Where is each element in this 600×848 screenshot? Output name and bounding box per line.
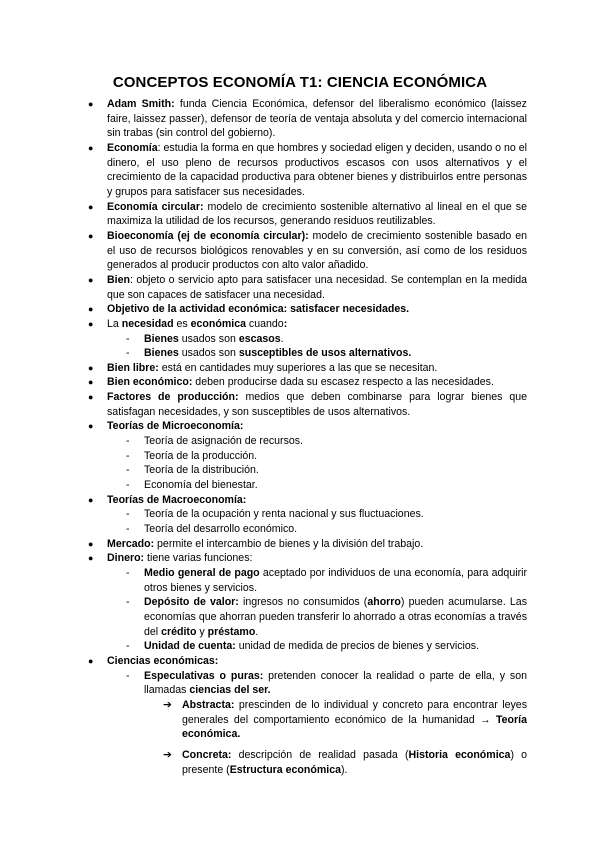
bullet-icon: ● [88, 201, 94, 212]
bullet-icon: ● [88, 318, 94, 329]
bullet-icon: ● [88, 142, 94, 153]
dash-icon: - [126, 567, 130, 579]
sub-item-macro-2: - Teoría del desarrollo económico. [126, 523, 298, 536]
dash-icon: - [126, 464, 130, 477]
sub-item-micro-1: - Teoría de asignación de recursos. [126, 435, 303, 448]
list-item-macroeconomia: ● Teorías de Macroeconomía: [88, 493, 247, 506]
bullet-icon: ● [88, 392, 94, 403]
dash-icon: - [126, 479, 130, 492]
sub-item-especulativas: - Especulativas o puras: pretenden conocer la realidad o parte de ella, y son llamadas ciencias del ser. [126, 669, 527, 697]
list-item-microeconomia: ● Teorías de Microeconomía: [88, 420, 244, 433]
bullet-icon: ● [88, 538, 94, 549]
dash-icon: - [126, 669, 130, 682]
dash-icon: - [126, 332, 130, 345]
sub-item-unidad-cuenta: - Unidad de cuenta: unidad de medida de precios de bienes y servicios. [126, 640, 480, 653]
sub-item-micro-4: - Economía del bienestar. [126, 479, 258, 492]
bullet-icon: ● [88, 377, 94, 388]
list-item-economia-circular: ● Economía circular: modelo de crecimiento sostenible alternativo al lineal en el que se maximiza la utilidad de los recursos, generando residuos reutilizables. [88, 200, 527, 228]
dash-icon: - [126, 523, 130, 536]
list-item-objetivo: ● Objetivo de la actividad económica: satisfacer necesidades. [88, 303, 410, 316]
bullet-icon: ● [88, 421, 94, 432]
bullet-icon: ● [88, 99, 94, 109]
dash-icon: - [126, 449, 130, 462]
list-item-dinero: ● Dinero: tiene varias funciones: [88, 552, 253, 565]
list-item-ciencias: ● Ciencias económicas: [88, 654, 219, 667]
list-item-bien-economico: ● Bien económico: deben producirse dada su escasez respecto a las necesidades. [88, 376, 494, 389]
list-item-economia: ● Economía: estudia la forma en que hombres y sociedad eligen y deciden, usando o no el dinero, el uso pleno de recursos productivos escasos con usos alternativos y el crecimiento de la capacidad productiva para obtener bienes y distribuirlos entre personas y grupos para satisfacer sus necesidades. [88, 141, 527, 198]
sub-item-macro-1: - Teoría de la ocupación y renta nacional y sus fluctuaciones. [126, 508, 424, 521]
dash-icon: - [126, 596, 130, 609]
bullet-icon: ● [88, 362, 94, 373]
sub-item-concreta: ➔ Concreta: descripción de realidad pasada (Historia económica) o presente (Estructura económica). [163, 748, 527, 776]
list-item-mercado: ● Mercado: permite el intercambio de bienes y la división del trabajo. [88, 537, 424, 550]
page-title: CONCEPTOS ECONOMÍA T1: CIENCIA ECONÓMICA [112, 74, 488, 91]
bullet-icon: ● [88, 655, 94, 666]
sub-item-micro-2: - Teoría de la producción. [126, 449, 258, 462]
bullet-icon: ● [88, 553, 94, 564]
concept-list [0, 97, 600, 777]
arrow-right-icon: ➔ [163, 748, 172, 761]
sub-item-micro-3: - Teoría de la distribución. [126, 464, 259, 477]
arrow-right-icon: ➔ [163, 698, 172, 711]
dash-icon: - [126, 347, 130, 360]
sub-item-medio-pago: - Medio general de pago aceptado por individuos de una economía, para adquirir otros bienes y servicios. [126, 567, 527, 594]
sub-item-bienes-alternativos: - Bienes usados son susceptibles de usos alternativos. [126, 347, 412, 360]
dash-icon: - [126, 435, 130, 448]
list-item-adam-smith: ● Adam Smith: funda Ciencia Económica, defensor del liberalismo económico (laissez faire, laissez passer), defensor de teoría de ventaja absoluta y del comercio internacional sin trabas (sin control del gobierno). [88, 98, 527, 140]
dash-icon: - [126, 508, 130, 521]
bullet-icon: ● [88, 494, 94, 505]
sub-item-deposito-valor: - Depósito de valor: ingresos no consumidos (ahorro) pueden acumularse. Las economías que ahorran pueden transferir lo ahorrado a otras economías a través del crédito y préstamo. [126, 596, 528, 638]
sub-item-abstracta: ➔ Abstracta: prescinden de lo individual y concreto para encontrar leyes generales del comportamiento económico de la humanidad → Teoría económica. [163, 698, 527, 741]
list-item-factores: ● Factores de producción: medios que deben combinarse para lograr bienes que satisfagan necesidades, y son susceptibles de usos alternativos. [88, 391, 527, 418]
list-item-bien-libre: ● Bien libre: está en cantidades muy superiores a las que se necesitan. [88, 361, 438, 374]
list-item-bien: ● Bien: objeto o servicio apto para satisfacer una necesidad. Se contemplan en la medida que son capaces de satisfacer una necesidad. [88, 273, 527, 301]
sub-item-bienes-escasos: - Bienes usados son escasos. [126, 332, 284, 345]
bullet-icon: ● [88, 230, 94, 241]
dash-icon: - [126, 640, 130, 653]
bullet-icon: ● [88, 304, 94, 315]
bullet-icon: ● [88, 274, 94, 285]
list-item-bioeconomia: ● Bioeconomía (ej de economía circular): modelo de crecimiento sostenible basado en el uso de recursos biológicos renovables y en su conversión, así como de los residuos generados al producir productos con alto valor añadido. [88, 229, 527, 272]
list-item-necesidad: ● La necesidad es económica cuando: [88, 317, 288, 330]
